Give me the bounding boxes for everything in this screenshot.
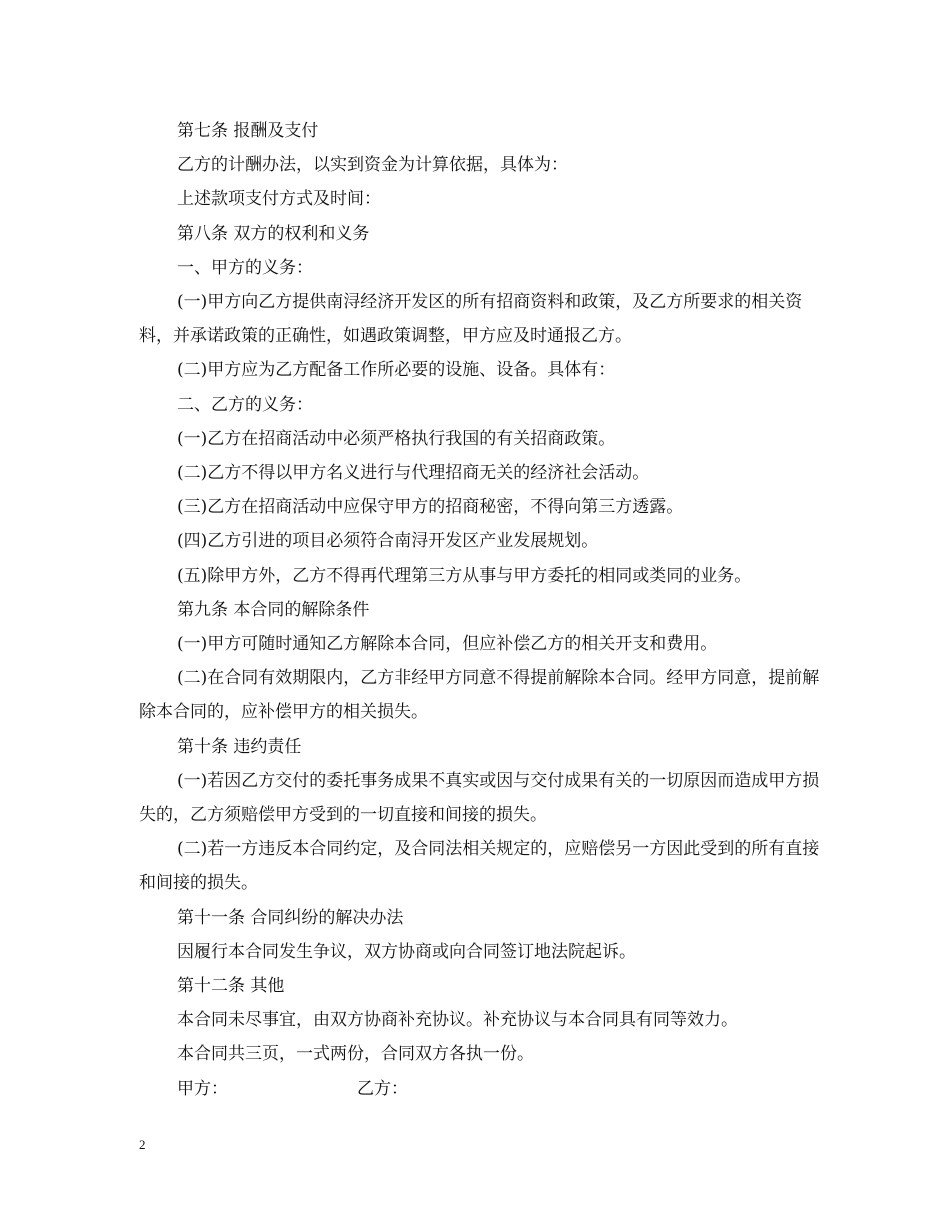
- paragraph: 因履行本合同发生争议，双方协商或向合同签订地法院起诉。: [177, 941, 636, 962]
- article-9-heading: 第九条 本合同的解除条件: [177, 599, 370, 620]
- party-a-signature-label: 甲方：: [177, 1078, 228, 1099]
- article-8-heading: 第八条 双方的权利和义务: [177, 223, 370, 244]
- paragraph: (二)在合同有效期限内，乙方非经甲方同意不得提前解除本合同。经甲方同意，提前解除本合同的，应补偿甲方的相关损失。: [139, 668, 820, 723]
- signature-row: [139, 1072, 829, 1106]
- paragraph: (四)乙方引进的项目必须符合南浔开发区产业发展规划。: [177, 531, 599, 552]
- paragraph: 上述款项支付方式及时间：: [177, 189, 381, 210]
- paragraph: (一)乙方在招商活动中必须严格执行我国的有关招商政策。: [177, 428, 616, 449]
- section-heading: 二、乙方的义务：: [177, 394, 313, 415]
- paragraph: (三)乙方在招商活动中应保守甲方的招商秘密，不得向第三方透露。: [177, 497, 684, 518]
- party-b-signature-label: 乙方：: [357, 1078, 408, 1099]
- article-12-heading: 第十二条 其他: [177, 976, 285, 997]
- article-10-heading: 第十条 违约责任: [177, 736, 302, 757]
- paragraph: (一)若因乙方交付的委托事务成果不真实或因与交付成果有关的一切原因而造成甲方损失的，乙方须赔偿甲方受到的一切直接和间接的损失。: [139, 770, 820, 826]
- paragraph: (二)乙方不得以甲方名义进行与代理招商无关的经济社会活动。: [177, 463, 650, 484]
- article-7-heading: 第七条 报酬及支付: [177, 121, 319, 141]
- paragraph: 本合同未尽事宜，由双方协商补充协议。补充协议与本合同具有同等效力。: [177, 1010, 738, 1031]
- section-heading: 一、甲方的义务：: [177, 257, 313, 278]
- page-number: 2: [139, 1137, 146, 1152]
- article-11-heading: 第十一条 合同纠纷的解决办法: [177, 907, 404, 928]
- paragraph: (二)甲方应为乙方配备工作所必要的设施、设备。具体有：: [177, 360, 616, 381]
- paragraph: (一)甲方可随时通知乙方解除本合同，但应补偿乙方的相关开支和费用。: [177, 634, 718, 655]
- document-body: [139, 114, 829, 1106]
- paragraph: (一)甲方向乙方提供南浔经济开发区的所有招商资料和政策，及乙方所要求的相关资料，并承诺政策的正确性，如遇政策调整，甲方应及时通报乙方。: [139, 292, 803, 347]
- paragraph: 乙方的计酬办法，以实到资金为计算依据，具体为：: [177, 155, 568, 176]
- paragraph: 本合同共三页，一式两份，合同双方各执一份。: [177, 1044, 534, 1065]
- paragraph: (五)除甲方外，乙方不得再代理第三方从事与甲方委托的相同或类同的业务。: [177, 565, 752, 586]
- paragraph: (二)若一方违反本合同约定，及合同法相关规定的，应赔偿另一方因此受到的所有直接和间接的损失。: [139, 839, 820, 894]
